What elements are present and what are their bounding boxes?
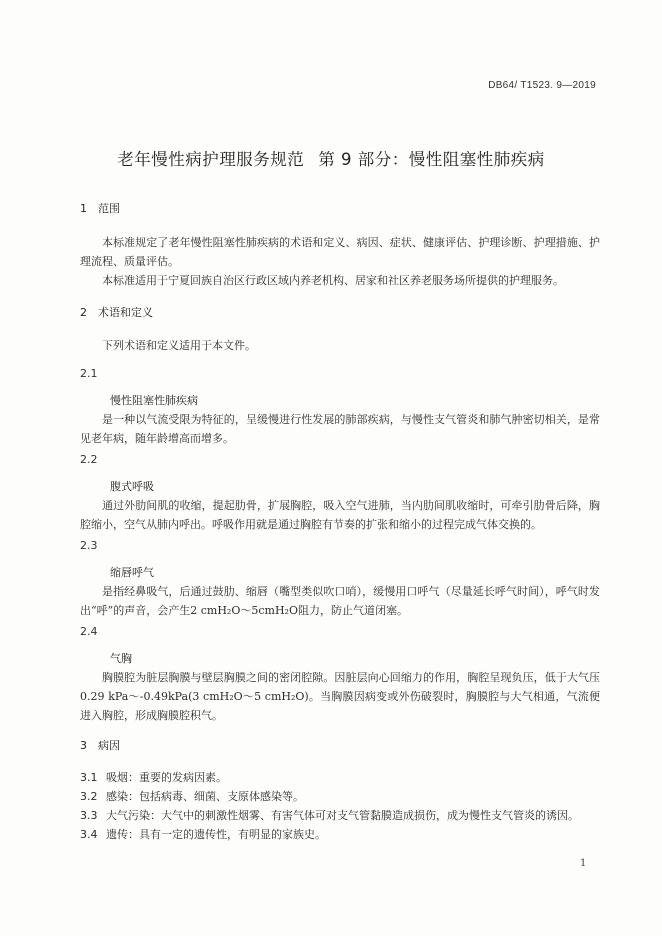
term-definition: 是指经鼻吸气，后通过鼓肋、缩唇（嘴型类似吹口哨），缓慢用口呼气（尽量延长呼气时间），呼气时发出“呼”的声音，会产生2 cmH₂O～5cmH₂O阻力，防止气道闭塞。 [80,585,600,617]
term-number: 2.1 [80,367,98,380]
term-2-3 [80,536,600,620]
list-item: 3.1 吸烟：重要的发病因素。 [80,771,227,784]
section-number: 1 [80,202,87,215]
term-2-1 [80,364,600,448]
paragraph: 本标准适用于宁夏回族自治区行政区域内养老机构、居家和社区养老服务场所提供的护理服务。 [102,274,564,287]
paragraph: 本标准规定了老年慢性阻塞性肺疾病的术语和定义、病因、症状、健康评估、护理诊断、护理措施、护理流程、质量评估。 [80,236,600,268]
term-number: 2.3 [80,539,98,552]
document-title [0,146,662,170]
section-number: 2 [80,306,87,319]
term-name: 缩唇呼气 [110,566,154,579]
list-item: 3.4 遗传：具有一定的遗传性，有明显的家族史。 [80,828,326,841]
title-part: 第 9 部分：慢性阻塞性肺疾病 [318,150,545,169]
section-title: 术语和定义 [98,306,153,319]
section-3-list [80,768,600,844]
term-2-2 [80,450,600,534]
section-2-heading [80,303,600,322]
term-number: 2.4 [80,625,98,638]
paragraph: 下列术语和定义适用于本文件。 [102,339,256,352]
section-2-intro [80,336,600,355]
term-name: 气胸 [110,652,132,665]
term-definition: 是一种以气流受限为特征的，呈缓慢进行性发展的肺部疾病，与慢性支气管炎和肺气肿密切相关，是常见老年病，随年龄增高而增多。 [80,413,600,445]
section-title: 范围 [98,202,120,215]
term-2-4 [80,622,600,725]
list-item: 3.3 大气污染：大气中的刺激性烟雾、有害气体可对支气管黏膜造成损伤，成为慢性支气管炎的诱因。 [80,809,579,822]
term-number: 2.2 [80,453,98,466]
section-1-body [80,233,600,290]
term-definition: 通过外肋间肌的收缩，提起肋骨，扩展胸腔，吸入空气进肺，当内肋间肌收缩时，可牵引肋骨后降，胸腔缩小，空气从肺内呼出。呼吸作用就是通过胸腔有节奏的扩张和缩小的过程完成气体交换的。 [80,499,600,531]
term-name: 腹式呼吸 [110,480,154,493]
section-1-heading [80,199,600,218]
section-3-heading [80,736,600,755]
list-item: 3.2 感染：包括病毒、细菌、支原体感染等。 [80,790,304,803]
standard-code: DB64/ T1523. 9—2019 [488,80,596,91]
term-name: 慢性阻塞性肺疾病 [110,394,198,407]
page-number: 1 [580,858,587,869]
section-number: 3 [80,739,87,752]
term-definition: 胸膜腔为脏层胸膜与壁层胸膜之间的密闭腔隙。因脏层向心回缩力的作用，胸腔呈现负压，低于大气压0.29 kPa～-0.49kPa(3 cmH₂O～5 cmH₂O)。当胸膜因病变或外伤破裂时，胸膜腔与大气相通，气流便进入胸腔，形成胸膜腔积气。 [80,671,600,722]
section-title: 病因 [98,739,120,752]
title-main: 老年慢性病护理服务规范 [117,150,305,169]
